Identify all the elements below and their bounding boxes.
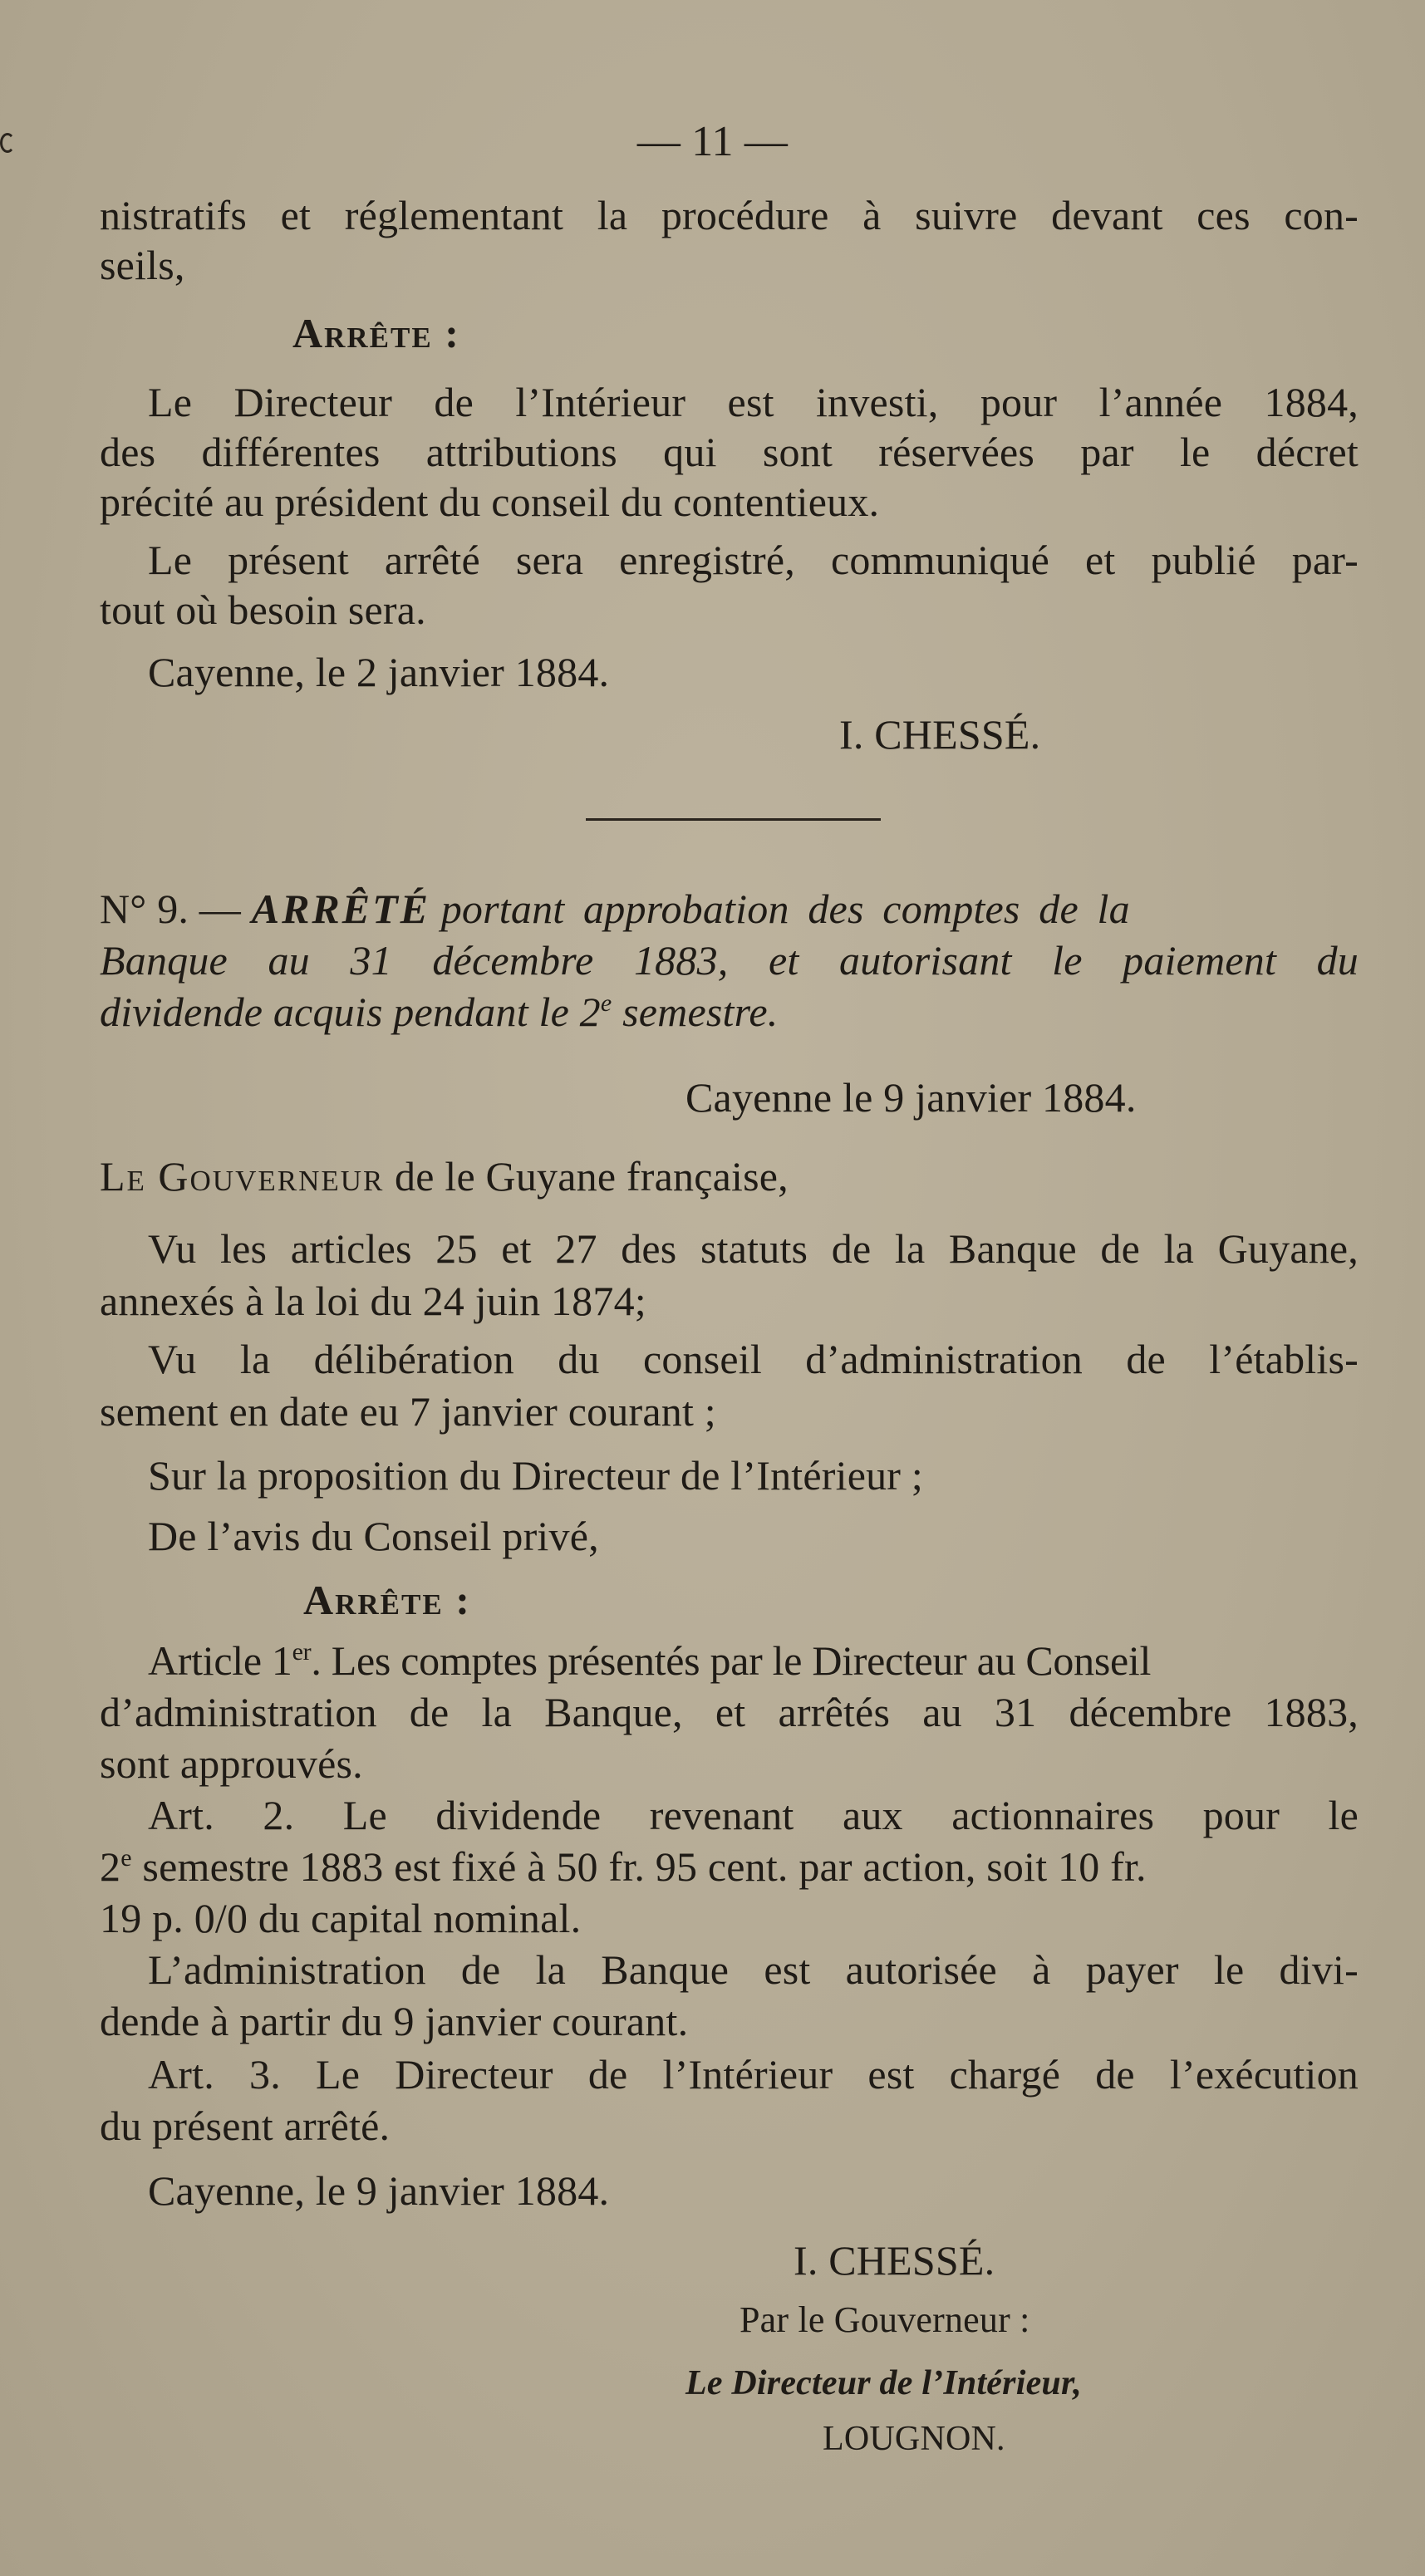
body-line-4: sement en date eu 7 janvier courant ; — [100, 1388, 716, 1435]
text-line-1: nistratifs et réglementant la procédure à suivre devant ces con- — [100, 192, 1359, 238]
text-line-5: des différentes attributions qui sont réservées par le décret — [100, 429, 1359, 475]
art2-l2-prefix: 2 — [100, 1843, 121, 1890]
article-1-pre: Article 1 — [148, 1637, 292, 1684]
article-line-6: L’administration de la Banque est autorisée à payer le divi- — [148, 1946, 1359, 1993]
decree-title-line-3 — [100, 986, 1359, 1038]
decree-date: Cayenne le 9 janvier 1884. — [685, 1074, 1137, 1121]
article-line-3: sont approuvés. — [100, 1740, 363, 1787]
arrete-heading-2: Arrête : — [303, 1577, 471, 1623]
par-le-gouverneur: Par le Gouverneur : — [740, 2299, 1030, 2340]
body-line-6: De l’avis du Conseil privé, — [148, 1513, 599, 1559]
body-line-5: Sur la proposition du Directeur de l’Intérieur ; — [148, 1452, 923, 1499]
text-line-6: précité au président du conseil du contentieux. — [100, 478, 880, 525]
decree-title-word: ARRÊTÉ — [251, 886, 431, 932]
decree-title-line-1 — [100, 883, 1359, 935]
article-line-9: du présent arrêté. — [100, 2103, 391, 2149]
article-line-2: d’administration de la Banque, et arrêtés au 31 décembre 1883, — [100, 1689, 1359, 1735]
lougnon-signature: LOUGNON. — [823, 2420, 1005, 2458]
article-2-line-2 — [100, 1841, 1359, 1892]
governor-prefix: Le Gouverneur — [100, 1153, 385, 1200]
article-1-post: . Les comptes présentés par le Directeur au Conseil — [311, 1637, 1152, 1684]
decree-number: N° 9. — — [100, 886, 242, 932]
article-2-line: Art. 2. Le dividende revenant aux actionnaires pour le — [148, 1792, 1359, 1838]
text-line-7: Le présent arrêté sera enregistré, communiqué et publié par- — [148, 537, 1359, 583]
article-line-7: dende à partir du 9 janvier courant. — [100, 1998, 689, 2044]
margin-mark — [0, 133, 15, 153]
decree-title-l3-pre: dividende acquis pendant le 2 — [100, 989, 601, 1035]
governor-line — [100, 1151, 1359, 1202]
decree-title-rest: portant approbation des comptes de la — [440, 886, 1130, 932]
arrete-heading-1: Arrête : — [292, 310, 460, 356]
decree-title-l3-post: semestre. — [612, 989, 779, 1035]
governor-rest: de le Guyane française, — [384, 1153, 789, 1200]
date-line-1: Cayenne, le 2 janvier 1884. — [148, 649, 610, 695]
signature-1: I. CHESSÉ. — [839, 711, 1041, 758]
date-line-2: Cayenne, le 9 janvier 1884. — [148, 2167, 610, 2214]
text-line-4: Le Directeur de l’Intérieur est investi, pour l’année 1884, — [148, 379, 1359, 425]
art2-l2-rest: semestre 1883 est fixé à 50 fr. 95 cent. par action, soit 10 fr. — [142, 1843, 1147, 1890]
body-line-3: Vu la délibération du conseil d’administration de l’établis- — [148, 1336, 1359, 1382]
text-line-8: tout où besoin sera. — [100, 586, 426, 633]
directeur-line: Le Directeur de l’Intérieur, — [685, 2364, 1082, 2402]
body-line-1: Vu les articles 25 et 27 des statuts de la Banque de la Guyane, — [148, 1225, 1359, 1272]
decree-title-line-2: Banque au 31 décembre 1883, et autorisant le paiement du — [100, 937, 1359, 984]
art2-l2-sup: e — [120, 1844, 132, 1872]
article-1-line — [148, 1635, 1359, 1686]
body-line-2: annexés à la loi du 24 juin 1874; — [100, 1278, 646, 1324]
signature-2: I. CHESSÉ. — [794, 2237, 995, 2284]
article-line-5: 19 p. 0/0 du capital nominal. — [100, 1895, 582, 1941]
decree-title-l3-sup: e — [600, 989, 612, 1017]
page-number: — 11 — — [636, 118, 789, 165]
article-3-line: Art. 3. Le Directeur de l’Intérieur est chargé de l’exécution — [148, 2051, 1359, 2098]
article-1-sup: er — [292, 1638, 312, 1666]
section-divider — [586, 818, 881, 821]
text-line-2: seils, — [100, 242, 185, 288]
